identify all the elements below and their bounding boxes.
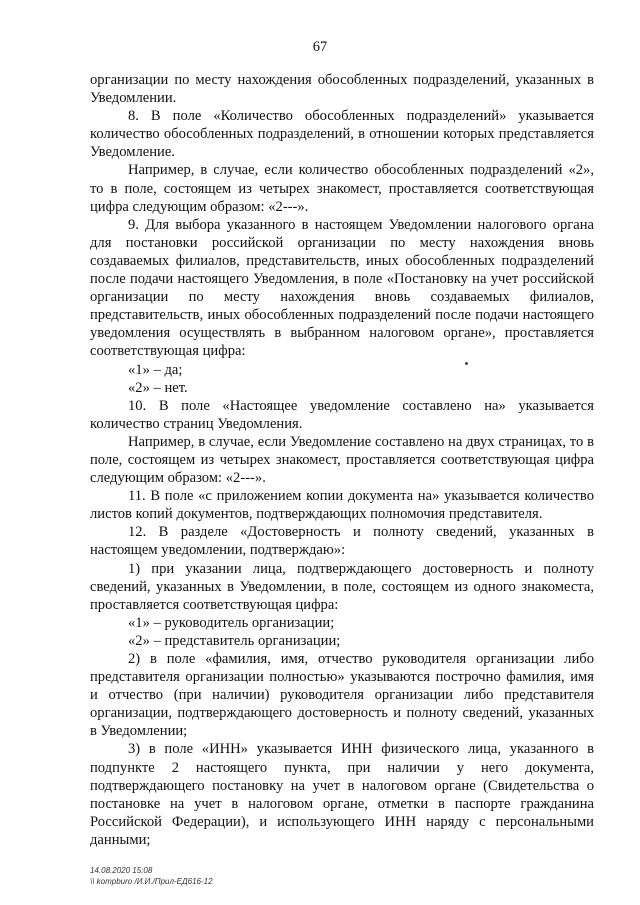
page-number: 67 — [312, 39, 328, 55]
list-item: «2» – представитель организации; — [128, 632, 341, 649]
paragraph: Например, в случае, если количество обособленных подразделений «2», то в поле, состоящем из четырех знакомест, проставляется соответствующая цифра следующим образом: «2---». — [90, 162, 594, 215]
list-item: «1» – руководитель организации; — [128, 614, 335, 631]
paragraph: 1) при указании лица, подтверждающего достоверность и полноту сведений, указанных в Уведомлении, в поле, состоящем из одного знакоместа, проставляется соответствующая цифра: — [90, 560, 594, 613]
list-item: «1» – да; — [128, 361, 183, 378]
footer-date: 14.08.2020 15:08 — [90, 866, 153, 875]
paragraph: 8. В поле «Количество обособленных подразделений» указывается количество обособленных подразделений, в отношении которых представляется Уведомление. — [90, 108, 594, 161]
paragraph: 12. В разделе «Достоверность и полноту сведений, указанных в настоящем уведомлении, подтверждаю»: — [90, 524, 594, 559]
paragraph: Например, в случае, если Уведомление составлено на двух страницах, то в поле, состоящем из четырех знакомест, проставляется соответствующая цифра следующим образом: «2---». — [90, 433, 594, 487]
paragraph: организации по месту нахождения обособленных подразделений, указанных в Уведомлении. — [90, 72, 594, 107]
paragraph: 11. В поле «с приложением копии документа на» указывается количество листов копий документов, подтверждающих полномочия представителя. — [90, 488, 594, 523]
footer — [90, 865, 213, 887]
paragraph: 2) в поле «фамилия, имя, отчество руководителя организации либо представителя организации полностью» указываются построчно фамилия, имя и отчество (при наличии) руководителя организации либо представителя организации, подтверждающего достоверность и полноту сведений, указанных в Уведомлении; — [90, 651, 594, 740]
list-item: «2» – нет. — [128, 379, 188, 396]
paragraph: 3) в поле «ИНН» указывается ИНН физического лица, указанного в подпункте 2 настоящего пункта, при наличии у него документа, подтверждающего постановку на учет в налоговом органе (Свидетельства о постановке на учет в налоговом органе, отметки в паспорте гражданина Российской Федерации), и использующего ИНН наряду с персональными данными; — [90, 741, 594, 848]
scan-speck — [465, 362, 468, 365]
document-body — [90, 71, 594, 849]
footer-path: \\ kompburo /И.И./Прил-ЕД616-12 — [90, 877, 213, 886]
paragraph: 9. Для выбора указанного в настоящем Уведомлении налогового органа для постановки российской организации по месту нахождения вновь создаваемых филиалов, представительств, иных обособленных подразделений после подачи настоящего Уведомления, в поле «Постановку на учет российской организации по месту нахождения вновь создаваемых филиалов, представительств, иных обособленных подразделений после подачи настоящего уведомления осуществлять в выбранном налоговом органе», проставляется соответствующая цифра: — [90, 216, 594, 360]
paragraph: 10. В поле «Настоящее уведомление составлено на» указывается количество страниц Уведомления. — [90, 397, 594, 432]
